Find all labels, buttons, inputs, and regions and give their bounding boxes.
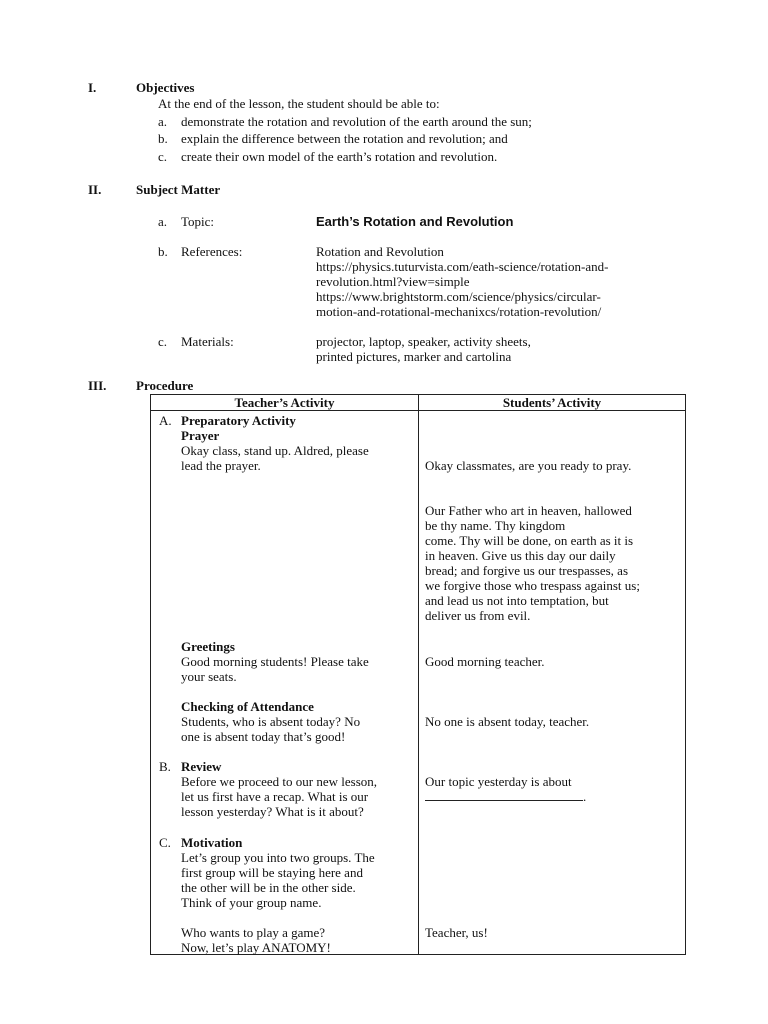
topic-value: Earth’s Rotation and Revolution	[316, 214, 514, 229]
reference-line: https://physics.tuturvista.com/eath-science/rotation-and-	[316, 259, 609, 274]
greetings-teacher-line: Good morning students! Please take	[181, 654, 369, 669]
review-title: Review	[181, 759, 222, 774]
reference-line: Rotation and Revolution	[316, 244, 444, 259]
answer-underline	[425, 789, 583, 801]
prayer-text-line: come. Thy will be done, on earth as it is	[425, 533, 634, 548]
motivation-teacher-line: Think of your group name.	[181, 895, 322, 910]
prayer-title: Prayer	[181, 428, 220, 443]
students-column-header: Students’ Activity	[419, 395, 686, 411]
review-teacher-line: lesson yesterday? What is it about?	[181, 804, 364, 819]
section-1-numeral: I.	[88, 80, 97, 95]
review-teacher-line: let us first have a recap. What is our	[181, 789, 369, 804]
greetings-student-line: Good morning teacher.	[425, 654, 545, 669]
greetings-title: Greetings	[181, 639, 235, 654]
prayer-text-line: bread; and forgive us our trespasses, as	[425, 563, 629, 578]
attendance-teacher-line: Students, who is absent today? No	[181, 714, 361, 729]
prayer-text-line: and lead us not into temptation, but	[425, 593, 609, 608]
attendance-teacher-line: one is absent today that’s good!	[181, 729, 346, 744]
section-2-numeral: II.	[88, 182, 102, 197]
prayer-text-line: Our Father who art in heaven, hallowed	[425, 503, 632, 518]
topic-label: Topic:	[181, 214, 215, 229]
topic-marker: a.	[158, 214, 168, 229]
review-student-line: Our topic yesterday is about	[425, 774, 572, 789]
prayer-text-line: we forgive those who trespass against us;	[425, 578, 640, 593]
objectives-intro: At the end of the lesson, the student should be able to:	[158, 96, 440, 111]
objective-c-text: create their own model of the earth’s rotation and revolution.	[181, 149, 498, 164]
materials-line: projector, laptop, speaker, activity sheets,	[316, 334, 531, 349]
materials-line: printed pictures, marker and cartolina	[316, 349, 512, 364]
motivation-title: Motivation	[181, 835, 243, 850]
teacher-column-header: Teacher’s Activity	[151, 395, 419, 411]
motivation-teacher-line: the other will be in the other side.	[181, 880, 356, 895]
objective-c-marker: c.	[158, 149, 168, 164]
references-label: References:	[181, 244, 243, 259]
prayer-text-line: be thy name. Thy kingdom	[425, 518, 566, 533]
materials-label: Materials:	[181, 334, 234, 349]
objective-b-marker: b.	[158, 131, 168, 146]
prayer-teacher-line: lead the prayer.	[181, 458, 261, 473]
motivation-teacher-line: Now, let’s play ANATOMY!	[181, 940, 331, 955]
motivation-teacher-line: Let’s group you into two groups. The	[181, 850, 375, 865]
motivation-teacher-line: first group will be staying here and	[181, 865, 363, 880]
references-marker: b.	[158, 244, 168, 259]
materials-marker: c.	[158, 334, 168, 349]
section-3-heading: Procedure	[136, 378, 194, 393]
section-b-marker: B.	[159, 759, 171, 774]
objective-b-text: explain the difference between the rotation and revolution; and	[181, 131, 508, 146]
reference-line: revolution.html?view=simple	[316, 274, 470, 289]
reference-line: motion-and-rotational-mechanixcs/rotation-revolution/	[316, 304, 602, 319]
section-3-numeral: III.	[88, 378, 107, 393]
section-c-marker: C.	[159, 835, 171, 850]
attendance-student-line: No one is absent today, teacher.	[425, 714, 590, 729]
procedure-table	[150, 394, 686, 955]
motivation-student-line: Teacher, us!	[425, 925, 488, 940]
objective-a-marker: a.	[158, 114, 168, 129]
prayer-student-line: Okay classmates, are you ready to pray.	[425, 458, 632, 473]
prayer-text-line: deliver us from evil.	[425, 608, 531, 623]
prayer-teacher-line: Okay class, stand up. Aldred, please	[181, 443, 369, 458]
attendance-title: Checking of Attendance	[181, 699, 314, 714]
review-student-end: .	[583, 789, 587, 804]
objective-a-text: demonstrate the rotation and revolution of the earth around the sun;	[181, 114, 532, 129]
teacher-activity-cell	[151, 411, 418, 954]
section-1-heading: Objectives	[136, 80, 195, 95]
section-2-heading: Subject Matter	[136, 182, 221, 197]
review-teacher-line: Before we proceed to our new lesson,	[181, 774, 378, 789]
reference-line: https://www.brightstorm.com/science/physics/circular-	[316, 289, 601, 304]
motivation-teacher-line: Who wants to play a game?	[181, 925, 326, 940]
prayer-text-line: in heaven. Give us this day our daily	[425, 548, 616, 563]
greetings-teacher-line: your seats.	[181, 669, 237, 684]
students-activity-cell	[419, 411, 685, 954]
review-answer-blank	[425, 789, 586, 804]
section-a-marker: A.	[159, 413, 172, 428]
preparatory-activity-title: Preparatory Activity	[181, 413, 296, 428]
